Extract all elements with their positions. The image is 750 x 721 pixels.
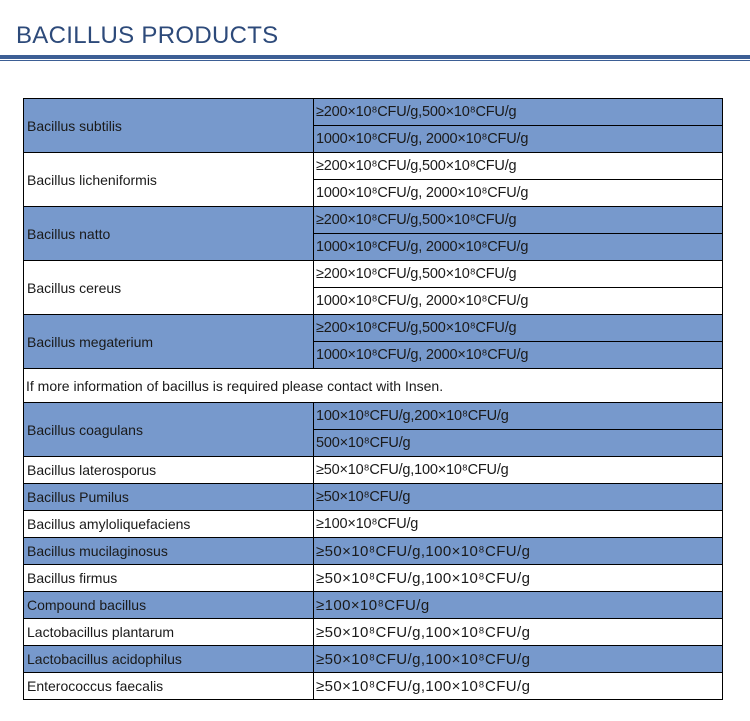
product-spec: 1000×10⁸CFU/g, 2000×10⁸CFU/g bbox=[314, 288, 723, 315]
table-row bbox=[24, 673, 723, 700]
product-spec: ≥100×10⁸CFU/g bbox=[314, 592, 723, 619]
product-name: Bacillus subtilis bbox=[24, 99, 314, 153]
product-spec: ≥100×10⁸CFU/g bbox=[314, 511, 723, 538]
product-spec: ≥50×10⁸CFU/g,100×10⁸CFU/g bbox=[314, 565, 723, 592]
table-row bbox=[24, 153, 723, 180]
contact-note: If more information of bacillus is required please contact with Insen. bbox=[24, 369, 723, 403]
table-row bbox=[24, 538, 723, 565]
product-name: Lactobacillus plantarum bbox=[24, 619, 314, 646]
product-spec: 1000×10⁸CFU/g, 2000×10⁸CFU/g bbox=[314, 180, 723, 207]
table-row bbox=[24, 511, 723, 538]
table-row bbox=[24, 646, 723, 673]
product-name: Lactobacillus acidophilus bbox=[24, 646, 314, 673]
product-name: Bacillus mucilaginosus bbox=[24, 538, 314, 565]
product-name: Compound bacillus bbox=[24, 592, 314, 619]
product-spec: ≥50×10⁸CFU/g,100×10⁸CFU/g bbox=[314, 619, 723, 646]
table-row bbox=[24, 369, 723, 403]
product-spec: ≥50×10⁸CFU/g,100×10⁸CFU/g bbox=[314, 673, 723, 700]
product-name: Bacillus amyloliquefaciens bbox=[24, 511, 314, 538]
page-title: BACILLUS PRODUCTS bbox=[16, 22, 279, 49]
product-spec: 1000×10⁸CFU/g, 2000×10⁸CFU/g bbox=[314, 234, 723, 261]
header-rule-thin bbox=[0, 60, 750, 61]
product-name: Bacillus Pumilus bbox=[24, 484, 314, 511]
product-spec: ≥200×10⁸CFU/g,500×10⁸CFU/g bbox=[314, 99, 723, 126]
table-row bbox=[24, 484, 723, 511]
product-name: Bacillus coagulans bbox=[24, 403, 314, 457]
product-name: Enterococcus faecalis bbox=[24, 673, 314, 700]
table-row bbox=[24, 315, 723, 342]
product-spec: 1000×10⁸CFU/g, 2000×10⁸CFU/g bbox=[314, 126, 723, 153]
product-name: Bacillus cereus bbox=[24, 261, 314, 315]
table-row bbox=[24, 592, 723, 619]
product-spec: 1000×10⁸CFU/g, 2000×10⁸CFU/g bbox=[314, 342, 723, 369]
product-name: Bacillus megaterium bbox=[24, 315, 314, 369]
product-name: Bacillus licheniformis bbox=[24, 153, 314, 207]
table-row bbox=[24, 619, 723, 646]
header-rule-thick bbox=[0, 55, 750, 59]
product-spec: ≥200×10⁸CFU/g,500×10⁸CFU/g bbox=[314, 153, 723, 180]
product-spec: ≥50×10⁸CFU/g bbox=[314, 484, 723, 511]
product-spec: ≥50×10⁸CFU/g,100×10⁸CFU/g bbox=[314, 646, 723, 673]
table-row bbox=[24, 403, 723, 430]
product-spec: ≥200×10⁸CFU/g,500×10⁸CFU/g bbox=[314, 315, 723, 342]
product-spec: 100×10⁸CFU/g,200×10⁸CFU/g bbox=[314, 403, 723, 430]
product-name: Bacillus firmus bbox=[24, 565, 314, 592]
product-spec: ≥50×10⁸CFU/g,100×10⁸CFU/g bbox=[314, 457, 723, 484]
product-spec: ≥50×10⁸CFU/g,100×10⁸CFU/g bbox=[314, 538, 723, 565]
product-spec: ≥200×10⁸CFU/g,500×10⁸CFU/g bbox=[314, 261, 723, 288]
table-row bbox=[24, 261, 723, 288]
products-table bbox=[23, 98, 723, 700]
table-row bbox=[24, 207, 723, 234]
table-row bbox=[24, 99, 723, 126]
table-row bbox=[24, 565, 723, 592]
table-row bbox=[24, 457, 723, 484]
product-spec: 500×10⁸CFU/g bbox=[314, 430, 723, 457]
product-name: Bacillus natto bbox=[24, 207, 314, 261]
product-name: Bacillus laterosporus bbox=[24, 457, 314, 484]
product-spec: ≥200×10⁸CFU/g,500×10⁸CFU/g bbox=[314, 207, 723, 234]
